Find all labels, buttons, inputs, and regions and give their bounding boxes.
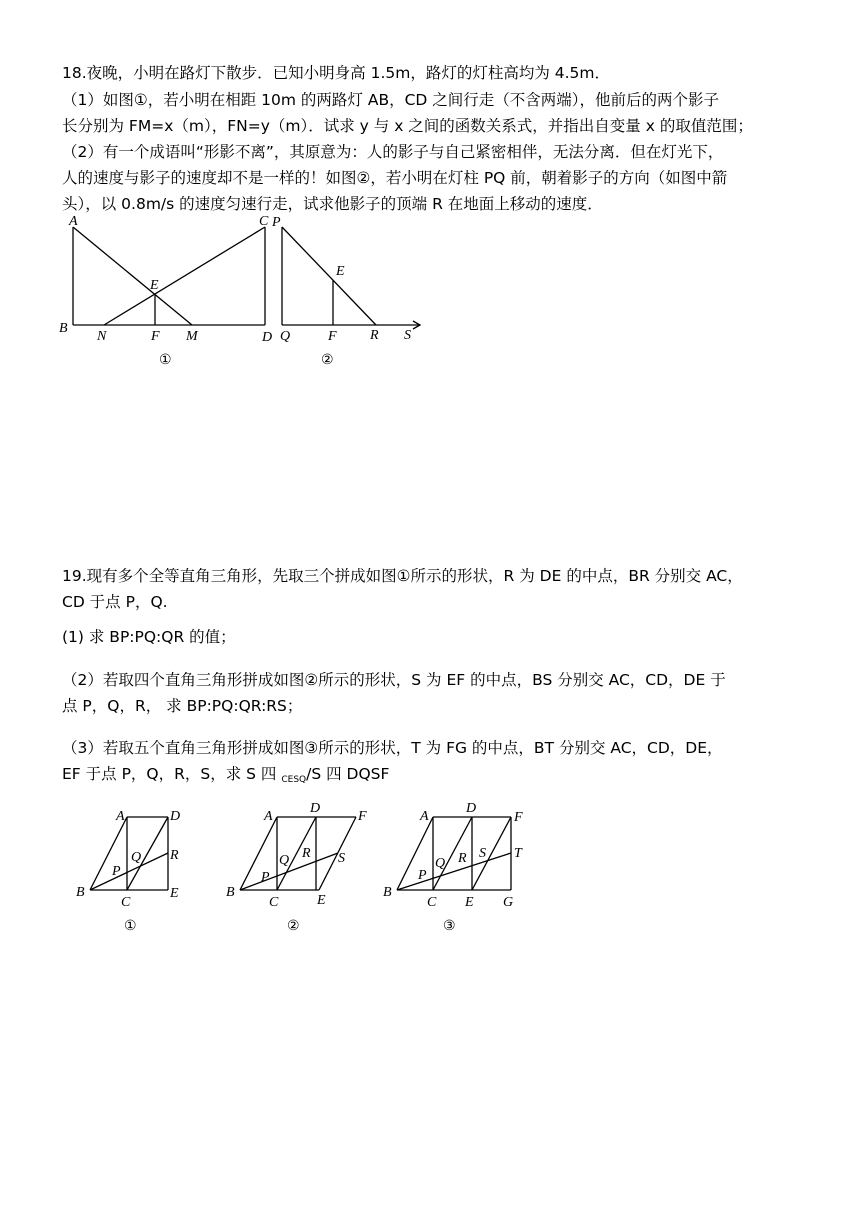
q19-part-2a: （2）若取四个直角三角形拼成如图②所示的形状，S 为 EF 的中点，BS 分别交 AC，CD，DE 于 [62,671,726,689]
label-m: M [186,329,198,344]
edge-fe [472,817,511,890]
q19-part-3b-mid: /S 四 DQSF [306,765,390,783]
edge-ab [90,817,127,890]
label-b: B [383,885,392,900]
label-b: B [59,321,68,336]
q19-figure-3 [375,800,535,940]
line-bt [397,853,511,890]
edge-ab [240,817,277,890]
label-f: F [151,329,160,344]
label-c: C [259,214,269,229]
label-d: D [466,801,477,816]
label-r: R [370,328,379,343]
label-e: E [465,895,474,910]
label-r: R [170,848,179,863]
label-c: C [269,895,279,910]
label-g: G [503,895,514,910]
label-f: F [514,810,523,825]
label-q: Q [435,856,446,871]
label-p: P [261,870,270,885]
label-f: F [358,809,367,824]
q19-line-1: 19.现有多个全等直角三角形，先取三个拼成如图①所示的形状，R 为 DE 的中点，BR 分别交 AC， [62,567,743,585]
label-e: E [170,886,179,901]
label-p: P [272,215,281,230]
label-a: A [420,809,429,824]
q19-part-3b-pre: EF 于点 P，Q，R，S，求 S 四 [62,765,282,783]
label-c: C [121,895,131,910]
q18-line-2: （1）如图①，若小明在相距 10m 的两路灯 AB，CD 之间行走（不含两端），他前后的两个影子 [62,91,720,109]
q19-part-3b [62,763,389,791]
label-b: B [76,885,85,900]
q18-line-6: 头），以 0.8m/s 的速度匀速行走，试求他影子的顶端 R 在地面上移动的速度． [62,195,603,213]
label-q: Q [279,853,290,868]
label-p: P [418,868,427,883]
label-a: A [264,809,273,824]
label-r: R [458,851,467,866]
label-s: S [479,846,486,861]
label-e: E [336,264,345,279]
edge-ab [397,817,433,890]
q19-part-2b: 点 P，Q，R， 求 BP:PQ:QR:RS； [62,697,303,715]
line-br [90,853,168,890]
fig2-caption: ② [321,353,334,368]
label-d: D [262,330,273,345]
q18-figure-2 [270,212,430,372]
q19-part-3b-sub: CESQ [281,775,307,785]
q19-figure-1 [70,800,200,940]
label-q: Q [131,850,142,865]
q18-line-3: 长分别为 FM=x（m），FN=y（m）．试求 y 与 x 之间的函数关系式，并指出自变量 x 的取值范围； [62,117,753,135]
fig3-caption: ③ [443,919,456,934]
fig1-caption: ① [159,353,172,368]
q18-line-4: （2）有一个成语叫“形影不离”，其原意为：人的影子与自己紧密相伴，无法分离．但在灯光下， [62,143,724,161]
label-d: D [170,809,181,824]
q19-part-1: (1) 求 BP:PQ:QR 的值； [62,628,236,646]
q18-line-5: 人的速度与影子的速度却不是一样的！如图②，若小明在灯柱 PQ 前，朝着影子的方向（如图中箭 [62,169,728,187]
label-s: S [338,851,345,866]
label-e: E [317,893,326,908]
label-t: T [514,846,522,861]
light-ray-am [73,227,192,325]
label-e: E [150,278,159,293]
light-ray-pr [282,227,376,325]
label-p: P [112,864,121,879]
label-q: Q [280,329,291,344]
fig2-caption: ② [287,919,300,934]
light-ray-cn [104,227,265,325]
label-s: S [404,328,411,343]
label-a: A [116,809,125,824]
label-r: R [302,846,311,861]
fig1-caption: ① [124,919,137,934]
label-f: F [328,329,337,344]
label-b: B [226,885,235,900]
label-d: D [310,801,321,816]
q19-figure-2 [220,800,380,940]
label-a: A [69,214,78,229]
q19-part-3a: （3）若取五个直角三角形拼成如图③所示的形状，T 为 FG 的中点，BT 分别交 AC，CD，DE， [62,739,723,757]
q19-line-2: CD 于点 P，Q. [62,593,168,611]
q18-figure-1 [55,212,285,372]
q18-line-1: 18.夜晚，小明在路灯下散步．已知小明身高 1.5m，路灯的灯柱高均为 4.5m． [62,64,611,82]
label-n: N [97,329,107,344]
label-c: C [427,895,437,910]
